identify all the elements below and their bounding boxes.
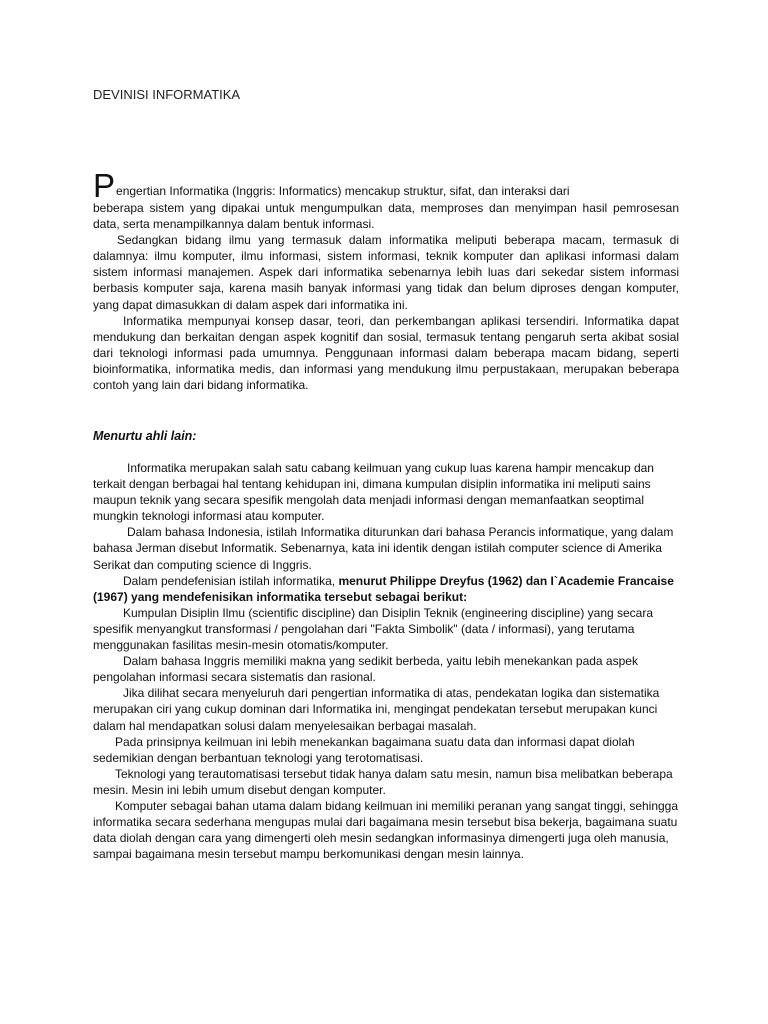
expert-paragraph-4: Kumpulan Disiplin Ilmu (scientific discipline) dan Disiplin Teknik (engineering discipline) yang secara spesifik menyangkut transformasi / pengolahan dari "Fakta Simbolik" (data / informasi), yang terutama menggunakan fasilitas mesin-mesin otomatis/komputer. [93, 605, 654, 653]
intro-paragraph-1-lead: engertian Informatika (Inggris: Informatics) mencakup struktur, sifat, dan interaksi dari [116, 184, 570, 198]
document-title: DEVINISI INFORMATIKA [93, 87, 241, 102]
intro-paragraph-2: Sedangkan bidang ilmu yang termasuk dalam informatika meliputi beberapa macam, termasuk di dalamnya: ilmu komputer, ilmu informasi, sistem informasi, teknik komputer dan aplikasi informasi dalam sistem informasi manajemen. Aspek dari informatika sebenarnya lebih luas dari sekedar sistem informasi berbasis komputer saja, karena masih banyak informasi yang tidak dan belum diproses dengan komputer, yang dapat dimasukkan di dalam aspek dari informatika ini. [93, 233, 679, 312]
expert-paragraph-7: Pada prinsipnya keilmuan ini lebih menekankan bagaimana suatu data dan informasi dapat diolah sedemikian dengan berbantuan teknologi yang terotomatisasi. [93, 734, 635, 765]
intro-paragraph-1 [93, 167, 679, 204]
expert-paragraph-6: Jika dilihat secara menyeluruh dari pengertian informatika di atas, pendekatan logika dan sistematika merupakan ciri yang cukup dominan dari Informatika ini, mengingat pendekatan tersebut merupakan kunci dalam hal mendapatkan solusi dalam menyelesaikan berbagai masalah. [93, 686, 660, 733]
expert-paragraph-8: Teknologi yang terautomatisasi tersebut tidak hanya dalam satu mesin, namun bisa melibatkan beberapa mesin. Mesin ini lebih umum disebut dengan komputer. [93, 766, 673, 797]
intro-paragraph-3: Informatika mempunyai konsep dasar, teori, dan perkembangan aplikasi tersendiri. Informatika dapat mendukung dan berkaitan dengan aspek kognitif dan sosial, termasuk tentang pengaruh serta akibat sosial dari teknologi informasi pada umumnya. Penggunaan informasi dalam beberapa macam bidang, seperti bioinformatika, informatika medis, dan informasi yang mendukung ilmu perpustakaan, merupakan beberapa contoh yang lain dari bidang informatika. [93, 313, 679, 393]
expert-section [93, 460, 679, 862]
intro-section [93, 167, 679, 393]
intro-paragraph-1-continued: beberapa sistem yang dipakai untuk mengumpulkan data, memproses dan menyimpan hasil pemrosesan data, serta menampilkannya dalam bentuk informasi. [93, 201, 679, 232]
drop-cap-letter: P [93, 167, 116, 204]
expert-paragraph-3 [93, 573, 679, 605]
section-heading: Menurtu ahli lain: [93, 429, 197, 443]
expert-paragraph-3-bold: menurut Philippe Dreyfus (1962) dan I`Academie Francaise (1967) yang mendefenisikan informatika tersebut sebagai berikut: [93, 573, 674, 604]
expert-paragraph-2: Dalam bahasa Indonesia, istilah Informatika diturunkan dari bahasa Perancis informatique, yang dalam bahasa Jerman disebut Informatik. Sebenarnya, kata ini identik dengan istilah computer science di Amerika Serikat dan computing science di Inggris. [93, 525, 674, 572]
expert-paragraph-5: Dalam bahasa Inggris memiliki makna yang sedikit berbeda, yaitu lebih menekankan pada aspek pengolahan informasi secara sistematis dan rasional. [93, 654, 638, 685]
expert-paragraph-3-plain: Dalam pendefenisian istilah informatika, [123, 573, 339, 588]
expert-paragraph-1: Informatika merupakan salah satu cabang keilmuan yang cukup luas karena hampir mencakup dan terkait dengan berbagai hal tentang kehidupan ini, dimana kumpulan disiplin informatika ini meliputi sains maupun teknik yang secara spesifik mengolah data menjadi informasi dengan memanfaatkan seoptimal mungkin teknologi informasi atau komputer. [93, 461, 654, 524]
expert-paragraph-9: Komputer sebagai bahan utama dalam bidang keilmuan ini memiliki peranan yang sangat tinggi, sehingga informatika secara sederhana mengupas mulai dari bagaimana mesin tersebut bisa bekerja, bagaimana suatu data diolah dengan cara yang dimengerti oleh mesin sedangkan informasinya dimengerti juga oleh manusia, sampai bagaimana mesin tersebut mampu berkomunikasi dengan mesin lainnya. [93, 798, 679, 862]
